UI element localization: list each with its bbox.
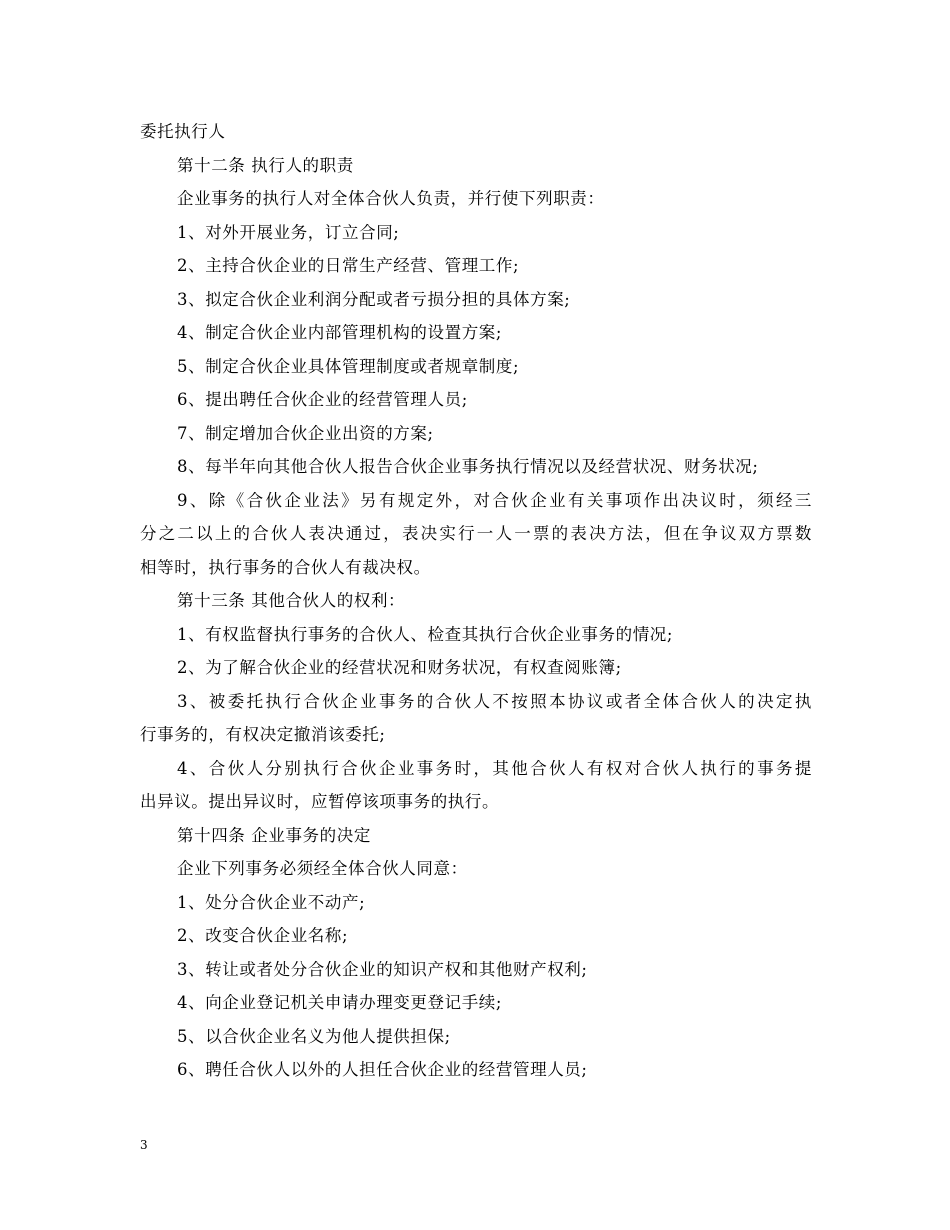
paragraph-line: 5、以合伙企业名义为他人提供担保; (177, 1026, 451, 1046)
paragraph-line: 1、有权监督执行事务的合伙人、检查其执行合伙企业事务的情况; (177, 624, 674, 644)
paragraph-line: 出异议。提出异议时，应暂停该项事务的执行。 (140, 792, 500, 811)
paragraph-line: 行事务的，有权决定撤消该委托; (140, 725, 386, 744)
paragraph-line: 6、提出聘任合伙企业的经营管理人员; (177, 390, 468, 409)
paragraph-line: 4、向企业登记机关申请办理变更登记手续; (177, 993, 503, 1012)
paragraph-line: 2、改变合伙企业名称; (177, 926, 349, 945)
paragraph-line: 2、为了解合伙企业的经营状况和财务状况，有权查阅账簿; (177, 658, 622, 677)
paragraph-line: 6、聘任合伙人以外的人担任合伙企业的经营管理人员; (177, 1060, 588, 1079)
paragraph-line: 4、制定合伙企业内部管理机构的设置方案; (177, 323, 503, 342)
paragraph-line: 4、合伙人分别执行合伙企业事务时，其他合伙人有权对合伙人执行的事务提 (177, 758, 812, 778)
paragraph-line: 企业下列事务必须经全体合伙人同意： (177, 859, 468, 878)
paragraph-line: 8、每半年向其他合伙人报告合伙企业事务执行情况以及经营状况、财务状况; (177, 457, 759, 476)
paragraph-line: 分之二以上的合伙人表决通过，表决实行一人一票的表决方法，但在争议双方票数 (140, 524, 812, 543)
document-body (140, 115, 812, 1087)
paragraph-line: 委托执行人 (140, 122, 226, 141)
paragraph-line: 1、处分合伙企业不动产; (177, 892, 366, 912)
paragraph-line: 第十二条 执行人的职责 (177, 155, 354, 175)
paragraph-line: 1、对外开展业务，订立合同; (177, 222, 400, 242)
paragraph-line: 9、除《合伙企业法》另有规定外，对合伙企业有关事项作出决议时，须经三 (177, 490, 812, 510)
paragraph-line: 第十三条 其他合伙人的权利： (177, 591, 406, 610)
paragraph-line: 第十四条 企业事务的决定 (177, 825, 371, 845)
paragraph-line: 7、制定增加合伙企业出资的方案; (177, 423, 434, 443)
paragraph-line: 3、拟定合伙企业利润分配或者亏损分担的具体方案; (177, 289, 571, 309)
page-number: 3 (140, 1138, 148, 1152)
paragraph-line: 2、主持合伙企业的日常生产经营、管理工作; (177, 256, 520, 275)
paragraph-line: 企业事务的执行人对全体合伙人负责，并行使下列职责： (177, 189, 605, 208)
paragraph-line: 3、转让或者处分合伙企业的知识产权和其他财产权利; (177, 959, 588, 979)
paragraph-line: 相等时，执行事务的合伙人有裁决权。 (140, 557, 431, 577)
paragraph-line: 5、制定合伙企业具体管理制度或者规章制度; (177, 356, 520, 376)
paragraph-line: 3、被委托执行合伙企业事务的合伙人不按照本协议或者全体合伙人的决定执 (177, 691, 812, 711)
